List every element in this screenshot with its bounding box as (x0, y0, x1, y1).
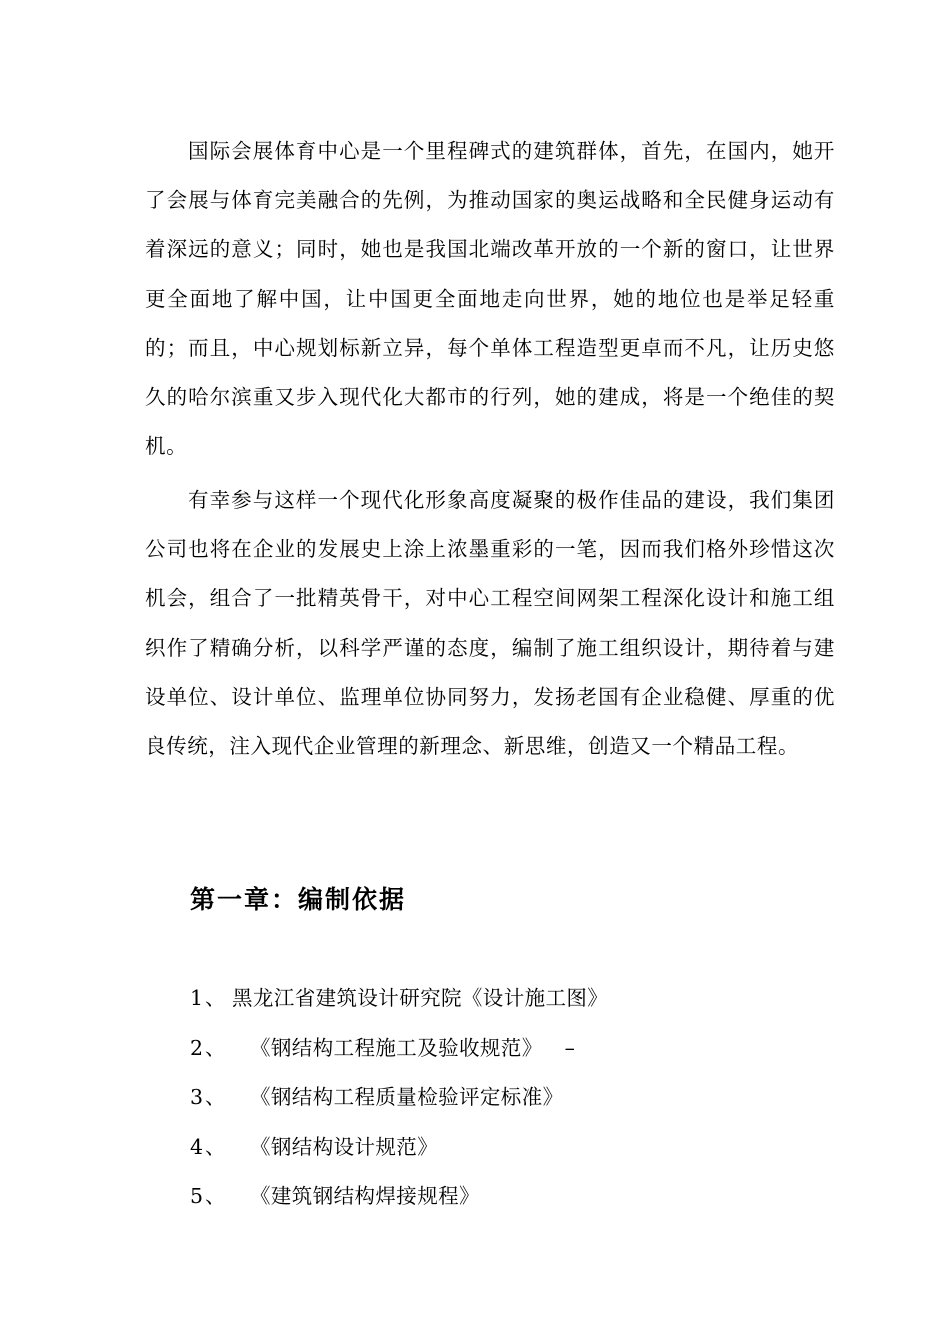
list-item-text: 《钢结构工程质量检验评定标准》 (250, 1085, 564, 1109)
list-item (190, 974, 608, 1024)
list-item (190, 1172, 608, 1222)
list-item-number: 2、 (190, 1035, 228, 1060)
chapter-heading: 第一章：编制依据 (190, 885, 407, 914)
list-item-trailing-mark: – (564, 1035, 575, 1060)
list-item-number: 5、 (190, 1184, 228, 1208)
list-item (190, 1073, 608, 1123)
body-paragraph: 国际会展体育中心是一个里程碑式的建筑群体，首先，在国内，她开了会展与体育完美融合的先例，为推动国家的奥运战略和全民健身运动有着深远的意义；同时，她也是我国北端改革开放的一个新的窗口，让世界更全面地了解中国，让中国更全面地走向世界，她的地位也是举足轻重的；而且，中心规划标新立异，每个单体工程造型更卓而不凡，让历史悠久的哈尔滨重又步入现代化大都市的行列，她的建成，将是一个绝佳的契机。 (145, 139, 835, 459)
list-item-number: 1、 (190, 986, 228, 1010)
list-item-text: 《钢结构工程施工及验收规范》 (250, 1035, 543, 1060)
list-item-number: 4、 (190, 1134, 228, 1159)
body-paragraph: 有幸参与这样一个现代化形象高度凝聚的极作佳品的建设，我们集团公司也将在企业的发展史上涂上浓墨重彩的一笔，因而我们格外珍惜这次机会，组合了一批精英骨干，对中心工程空间网架工程深化设计和施工组织作了精确分析，以科学严谨的态度，编制了施工组织设计，期待着与建设单位、设计单位、监理单位协同努力，发扬老国有企业稳健、厚重的优良传统，注入现代企业管理的新理念、新思维，创造又一个精品工程。 (145, 488, 835, 759)
list-item (190, 1024, 608, 1074)
list-item-number: 3、 (190, 1085, 228, 1109)
list-item-text: 《建筑钢结构焊接规程》 (250, 1184, 480, 1208)
list-item-text: 《钢结构设计规范》 (250, 1134, 439, 1159)
list-item (190, 1123, 608, 1173)
reference-list (190, 974, 608, 1222)
list-item-text: 黑龙江省建筑设计研究院《设计施工图》 (232, 986, 609, 1010)
